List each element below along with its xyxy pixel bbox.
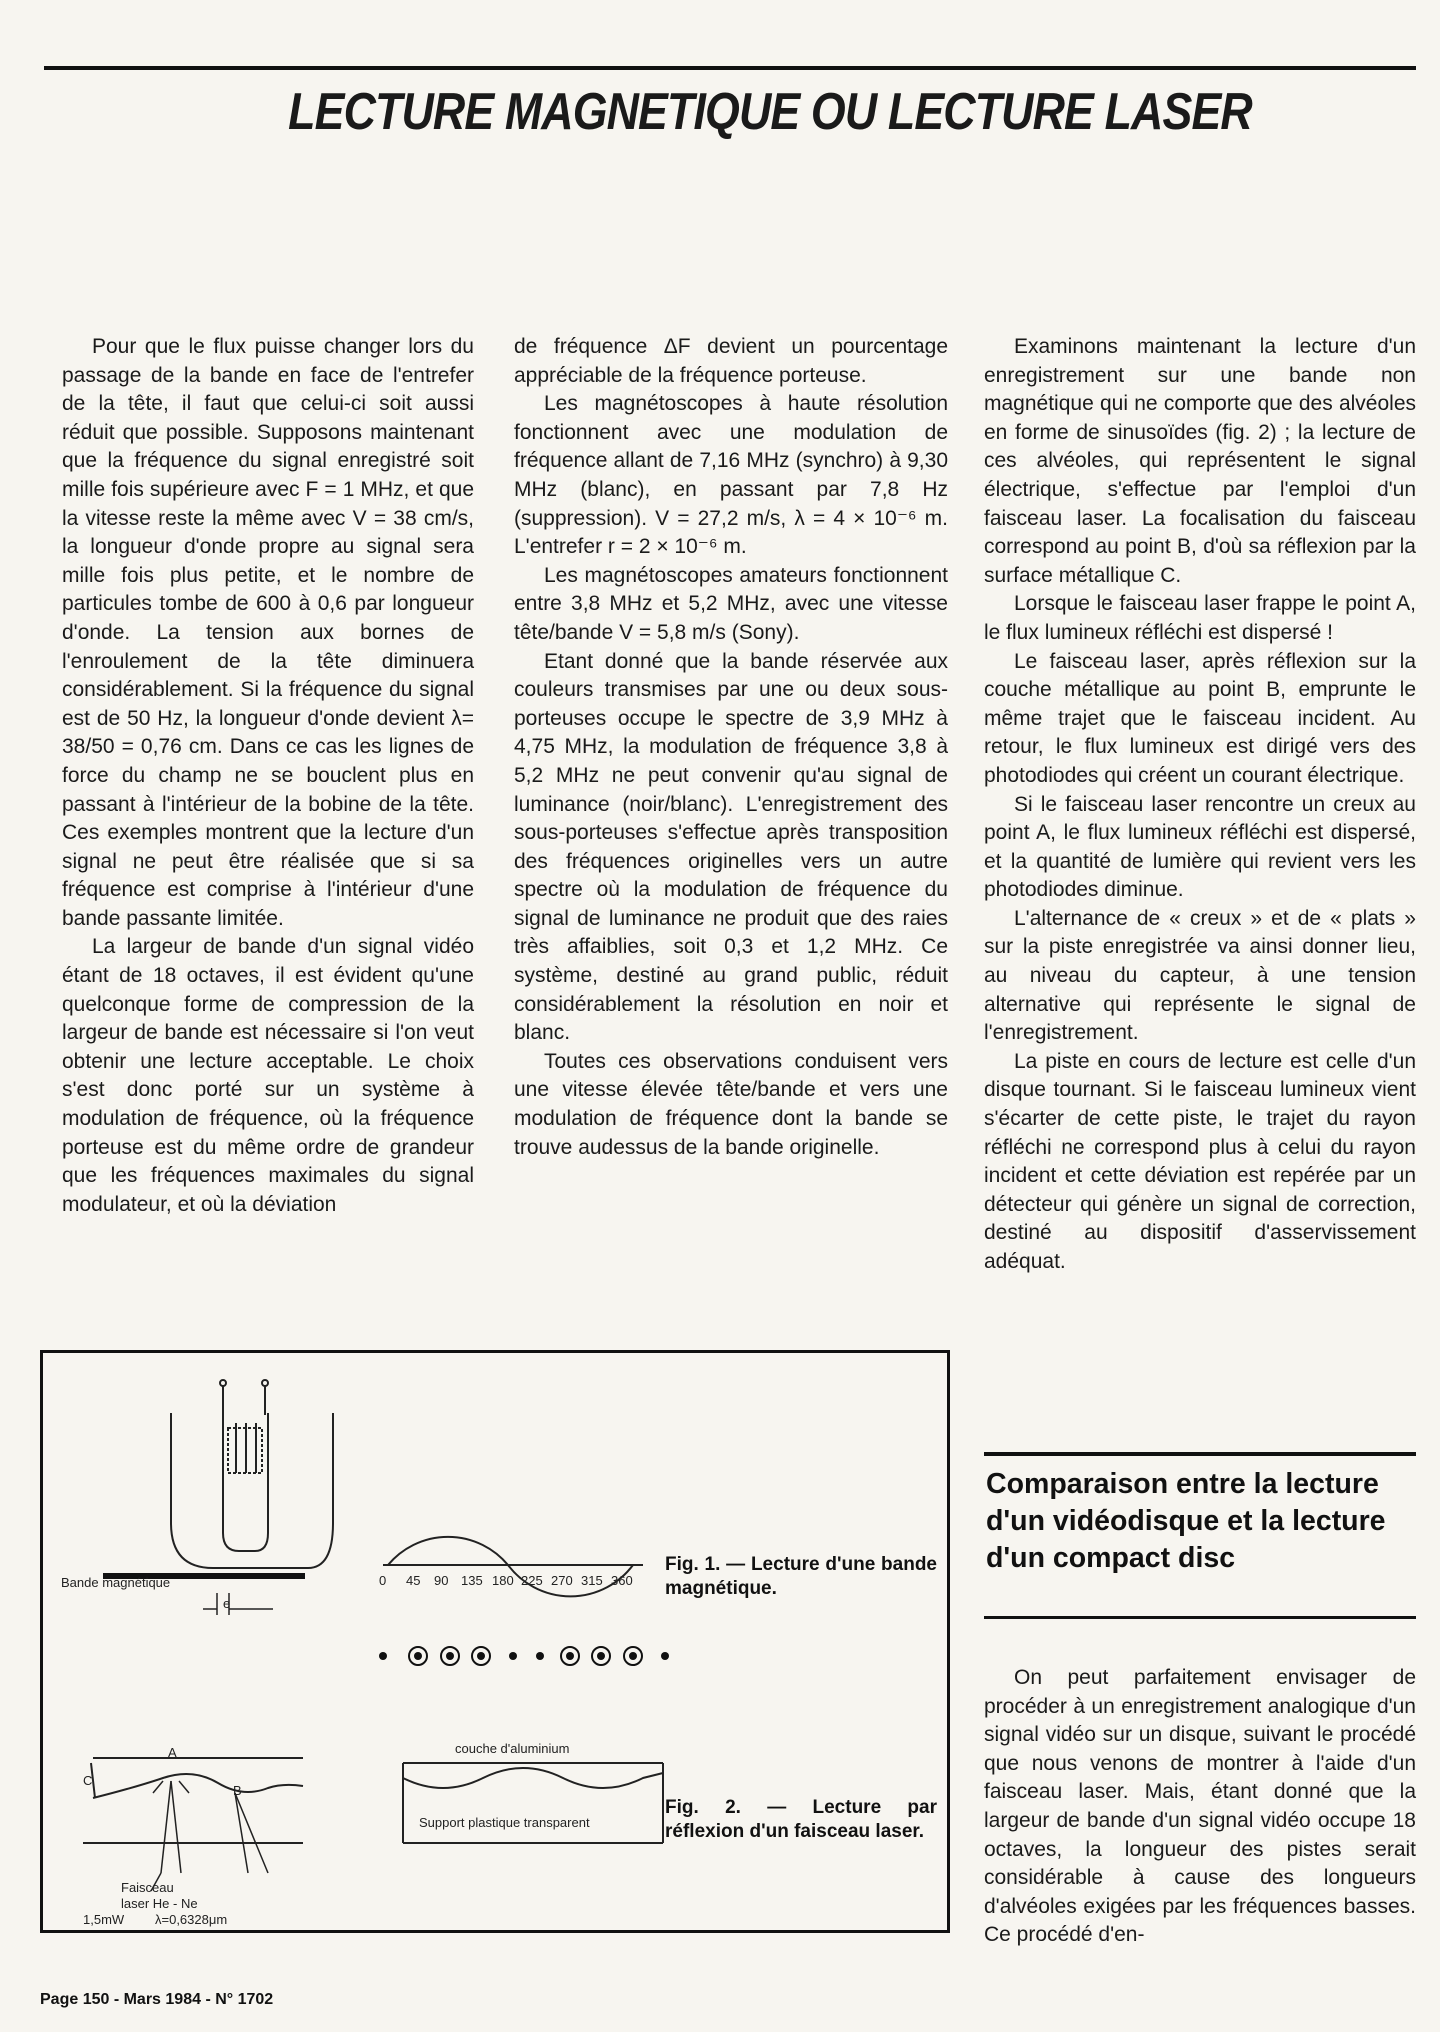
section-rule	[984, 1452, 1416, 1456]
label-support: Support plastique transparent	[419, 1815, 590, 1830]
paragraph: L'alternance de « creux » et de « plats » sur la piste enregistrée va ainsi donner lieu, au niveau du capteur, à une tension alternative qui représente le signal de l'enregistrement.	[984, 906, 1416, 1045]
label-gap: e	[223, 1596, 231, 1611]
figure-box	[40, 1350, 950, 1933]
text-column-3	[984, 333, 1416, 1277]
label-B: B	[233, 1783, 242, 1798]
fig2-caption: Fig. 2. — Lecture par réflexion d'un faisceau laser.	[665, 1797, 937, 1842]
label-C: C	[83, 1773, 93, 1788]
top-rule	[44, 66, 1416, 70]
section-heading: Comparaison entre la lecture d'un vidéodisque et la lecture d'un compact disc	[986, 1468, 1386, 1574]
section-rule-bottom	[984, 1616, 1416, 1619]
paragraph: Pour que le flux puisse changer lors du passage de la bande en face de l'entrefer de la tête, il faut que celui-ci soit aussi réduit que possible. Supposons maintenant que la fréquence du signal enregistré soit mille fois supérieure avec F = 1 MHz, et que la vitesse reste la même avec V = 38 cm/s, la longueur d'onde propre au signal sera mille fois plus petite, et le nombre de particules tombe de 600 à 0,6 par longueur d'onde. La tension aux bornes de l'enroulement de la tête diminuera considérablement. Si la fréquence du signal est de 50 Hz, la longueur d'onde devient λ= 38/50 = 0,76 cm. Dans ce cas les lignes de force du champ ne se bouclent plus en passant à l'intérieur de la bobine de la tête. Ces exemples montrent que la lecture d'un signal ne peut être réalisée que si sa fréquence est comprise à l'intérieur d'une bande passante limitée.	[62, 335, 474, 930]
paragraph: Lorsque le faisceau laser frappe le point A, le flux lumineux réfléchi est dispersé !	[984, 592, 1416, 644]
disc-cross-section	[403, 1763, 663, 1843]
paragraph: Examinons maintenant la lecture d'un enregistrement sur une bande non magnétique qui ne comporte que des alvéoles en forme de sinusoïdes (fig. 2) ; la lecture de ces alvéoles, qui représentent le signal électrique, s'effectue par l'emploi d'un faisceau laser. La focalisation du faisceau correspond au point B, d'où sa réflexion par la surface métallique C.	[984, 335, 1416, 587]
particle-row	[379, 1647, 669, 1665]
angle-tick: 90	[434, 1573, 449, 1588]
label-A: A	[168, 1745, 177, 1760]
fig1-caption: Fig. 1. — Lecture d'une bande magnétique.	[665, 1554, 937, 1599]
section-body	[984, 1664, 1416, 1950]
paragraph: de fréquence ΔF devient un pourcentage appréciable de la fréquence porteuse.	[514, 335, 948, 387]
magnetic-head	[171, 1380, 333, 1568]
paragraph: Les magnétoscopes à haute résolution fonctionnent avec une modulation de fréquence allant de 7,16 MHz (synchro) à 9,30 MHz (blanc), en passant par 7,8 Hz (suppression). V = 27,2 m/s, λ = 4 × 10⁻⁶ m. L'entrefer r = 2 × 10⁻⁶ m.	[514, 392, 948, 559]
angle-tick: 180	[492, 1573, 514, 1588]
angle-tick: 360	[611, 1573, 633, 1588]
laser-beams	[151, 1781, 268, 1891]
paragraph: Etant donné que la bande réservée aux couleurs transmises par une ou deux sous-porteuses occupe le spectre de 3,9 MHz à 4,75 MHz, la modulation de fréquence 3,8 à 5,2 MHz ne peut convenir qu'au signal de luminance (noir/blanc). L'enregistrement des sous-porteuses s'effectue après transposition des fréquences originelles vers un autre spectre où la modulation de fréquence du signal de luminance ne produit que des raies très affaiblies, soit 0,3 et 1,2 MHz. Ce système, destiné au grand public, réduit considérablement la résolution en noir et blanc.	[514, 649, 948, 1045]
label-beam: Faisceau	[121, 1880, 174, 1895]
paragraph: Si le faisceau laser rencontre un creux au point A, le flux lumineux réfléchi est dispersé, et la quantité de lumière qui revient vers les photodiodes diminue.	[984, 792, 1416, 902]
label-aluminium: couche d'aluminium	[455, 1741, 570, 1756]
text-column-1	[62, 333, 474, 1219]
label-tape: Bande magnétique	[61, 1575, 171, 1590]
label-laser: laser He - Ne	[121, 1896, 198, 1911]
paragraph: On peut parfaitement envisager de procéder à un enregistrement analogique d'un signal vidéo sur un disque, suivant le procédé que nous venons de montrer à l'aide d'un faisceau laser. Mais, étant donné que la largeur de bande d'un signal vidéo occupe 18 octaves, la longueur des pistes serait considérable à cause des longueurs d'alvéoles exigées par les fréquences basses. Ce procédé d'en-	[984, 1666, 1416, 1947]
paragraph: Le faisceau laser, après réflexion sur la couche métallique au point B, emprunte le même trajet que le faisceau incident. Au retour, le flux lumineux est dirigé vers des photodiodes qui créent un courant électrique.	[984, 649, 1416, 787]
paragraph: La largeur de bande d'un signal vidéo étant de 18 octaves, il est évident qu'une quelconque forme de compression de la largeur de bande est nécessaire si l'on veut obtenir une lecture acceptable. Le choix s'est donc porté sur un système à modulation de fréquence, où la fréquence porteuse est du même ordre de grandeur que les fréquences maximales du signal modulateur, et où la déviation	[62, 935, 474, 1216]
label-power: 1,5mW	[83, 1912, 125, 1927]
text-column-2	[514, 333, 948, 1162]
angle-tick: 0	[379, 1573, 387, 1588]
article-title: LECTURE MAGNETIQUE OU LECTURE LASER	[288, 83, 1252, 141]
angle-tick: 45	[406, 1573, 421, 1588]
label-wavelength: λ=0,6328μm	[155, 1912, 228, 1927]
page-footer: Page 150 - Mars 1984 - N° 1702	[40, 1991, 274, 2008]
angle-tick: 315	[581, 1573, 603, 1588]
paragraph: La piste en cours de lecture est celle d'un disque tournant. Si le faisceau lumineux vient s'écarter de cette piste, le trajet du rayon réfléchi ne correspond plus à celui du rayon incident et cette déviation est repérée par un détecteur qui génère un signal de correction, destiné au dispositif d'asservissement adéquat.	[984, 1049, 1416, 1273]
angle-tick: 270	[551, 1573, 573, 1588]
disc-surface	[83, 1758, 303, 1843]
paragraph: Toutes ces observations conduisent vers une vitesse élevée tête/bande et vers une modulation de fréquence dont la bande se trouve audessus de la bande originelle.	[514, 1049, 948, 1159]
angle-tick: 135	[461, 1573, 483, 1588]
angle-tick: 225	[521, 1573, 543, 1588]
paragraph: Les magnétoscopes amateurs fonctionnent entre 3,8 MHz et 5,2 MHz, avec une vitesse tête/bande V = 5,8 m/s (Sony).	[514, 563, 948, 644]
